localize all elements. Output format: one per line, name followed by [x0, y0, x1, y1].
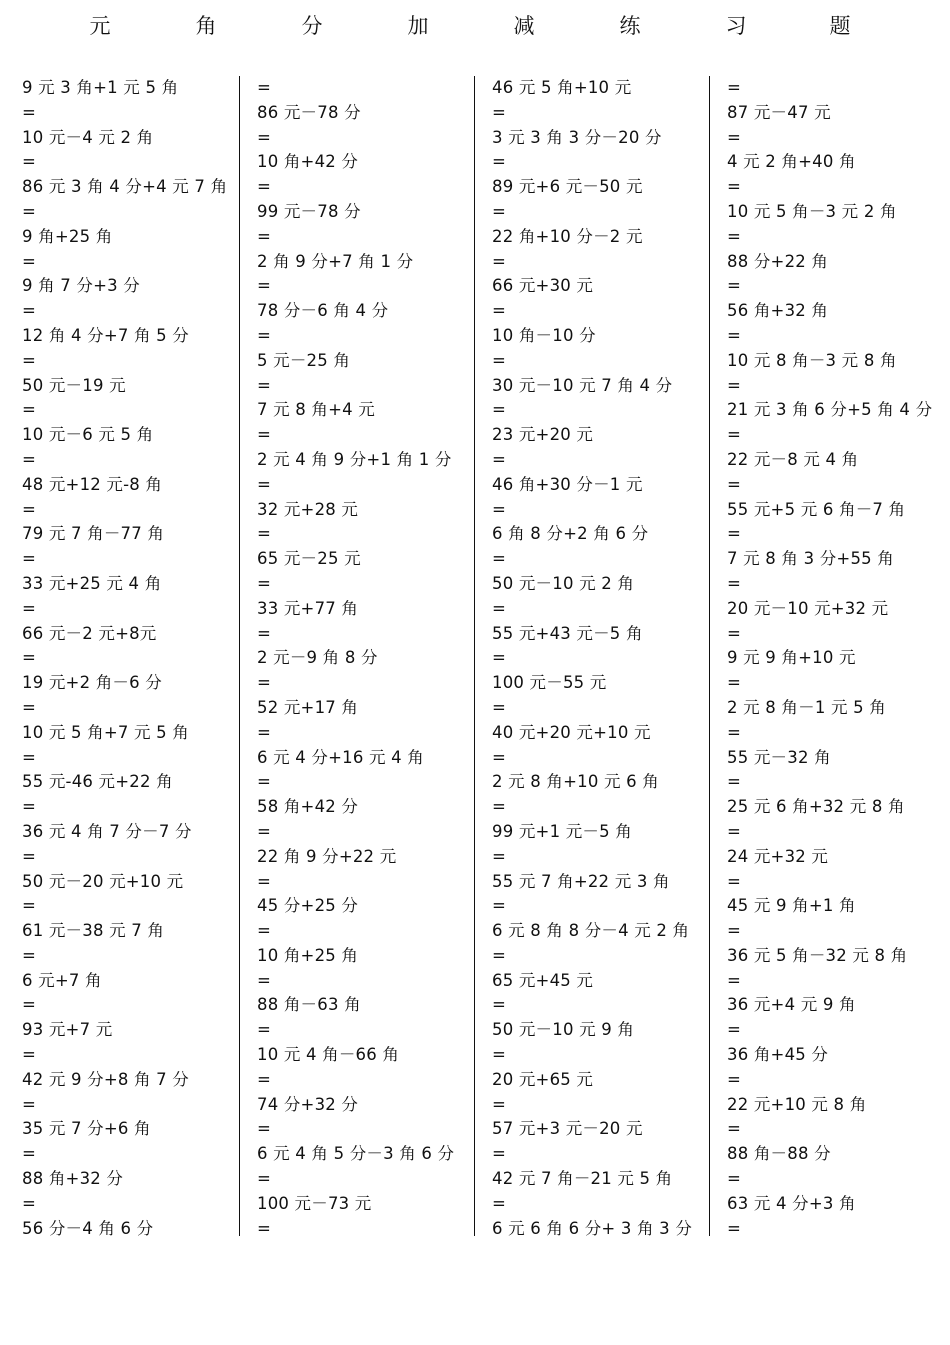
exercise-line: 87 元－47 元 — [727, 102, 831, 122]
answer-line: = — [492, 945, 507, 965]
answer-line: = — [492, 449, 507, 469]
exercise-line: 45 分+25 分 — [257, 896, 359, 916]
answer-line: = — [492, 797, 507, 817]
exercise-line: 30 元－10 元 7 角 4 分 — [492, 375, 673, 395]
answer-line: = — [492, 1144, 507, 1164]
exercise-line: 88 分+22 角 — [727, 251, 829, 271]
answer-line: = — [727, 474, 742, 494]
exercise-line: 10 元－4 元 2 角 — [22, 127, 154, 147]
answer-line: = — [22, 945, 37, 965]
answer-line: = — [257, 871, 272, 891]
exercise-line: 22 角+10 分－2 元 — [492, 226, 643, 246]
answer-line: = — [492, 747, 507, 767]
exercise-line: 74 分+32 分 — [257, 1094, 359, 1114]
answer-line: = — [727, 1020, 742, 1040]
title-char: 分 — [301, 14, 323, 38]
exercise-line: 10 角－10 分 — [492, 325, 596, 345]
answer-line: = — [22, 251, 37, 271]
exercise-line: 6 元 6 角 6 分+ 3 角 3 分 — [492, 1218, 693, 1238]
title-char: 减 — [513, 14, 535, 38]
answer-line: = — [727, 276, 742, 296]
answer-line: = — [727, 177, 742, 197]
exercise-line: 66 元+30 元 — [492, 276, 594, 296]
answer-line: = — [727, 524, 742, 544]
exercise-line: 42 元 9 分+8 角 7 分 — [22, 1069, 189, 1089]
answer-line: = — [22, 697, 37, 717]
exercise-line: 9 角+25 角 — [22, 226, 113, 246]
answer-line: = — [257, 1020, 272, 1040]
exercise-line: 50 元－10 元 9 角 — [492, 1020, 635, 1040]
exercise-line: 22 角 9 分+22 元 — [257, 846, 397, 866]
answer-line: = — [257, 325, 272, 345]
exercise-line: 66 元－2 元+8元 — [22, 623, 157, 643]
answer-line: = — [727, 722, 742, 742]
answer-line: = — [22, 648, 37, 668]
answer-line: = — [727, 226, 742, 246]
answer-line: = — [257, 821, 272, 841]
exercise-line: 45 元 9 角+1 角 — [727, 896, 856, 916]
answer-line: = — [22, 747, 37, 767]
answer-line: = — [257, 623, 272, 643]
answer-line: = — [257, 78, 272, 97]
column-divider — [709, 76, 710, 1236]
answer-line: = — [22, 152, 37, 172]
exercise-line: 22 元+10 元 8 角 — [727, 1094, 867, 1114]
answer-line: = — [257, 524, 272, 544]
exercise-line: 86 元 3 角 4 分+4 元 7 角 — [22, 177, 228, 197]
exercise-line: 4 元 2 角+40 角 — [727, 152, 856, 172]
exercise-line: 48 元+12 元-8 角 — [22, 474, 163, 494]
answer-line: = — [492, 152, 507, 172]
answer-line: = — [257, 772, 272, 792]
answer-line: = — [492, 549, 507, 569]
exercise-column-1 — [22, 76, 254, 1236]
answer-line: = — [727, 871, 742, 891]
exercise-line: 24 元+32 元 — [727, 846, 829, 866]
answer-line: = — [22, 896, 37, 916]
answer-line: = — [727, 772, 742, 792]
exercise-line: 23 元+20 元 — [492, 425, 594, 445]
exercise-line: 99 元+1 元－5 角 — [492, 821, 632, 841]
exercise-line: 42 元 7 角－21 元 5 角 — [492, 1169, 673, 1189]
answer-line: = — [727, 673, 742, 693]
answer-line: = — [727, 127, 742, 147]
answer-line: = — [22, 449, 37, 469]
exercise-line: 63 元 4 分+3 角 — [727, 1193, 856, 1213]
answer-line: = — [22, 1094, 37, 1114]
answer-line: = — [22, 598, 37, 618]
exercise-line: 35 元 7 分+6 角 — [22, 1119, 151, 1139]
exercise-line: 100 元－73 元 — [257, 1193, 372, 1213]
exercise-line: 7 元 8 角+4 元 — [257, 400, 375, 420]
exercise-column-3 — [492, 76, 724, 1236]
exercise-line: 50 元－10 元 2 角 — [492, 573, 635, 593]
answer-line: = — [257, 970, 272, 990]
answer-line: = — [727, 573, 742, 593]
exercise-line: 52 元+17 角 — [257, 697, 359, 717]
exercise-line: 33 元+77 角 — [257, 598, 359, 618]
exercise-line: 65 元－25 元 — [257, 549, 361, 569]
exercise-line: 6 角 8 分+2 角 6 分 — [492, 524, 649, 544]
answer-line: = — [22, 499, 37, 519]
answer-line: = — [727, 1069, 742, 1089]
column-divider — [474, 76, 475, 1236]
title-char: 练 — [619, 14, 641, 38]
exercise-line: 55 元-46 元+22 角 — [22, 772, 173, 792]
exercise-line: 10 元 5 角－3 元 2 角 — [727, 201, 897, 221]
answer-line: = — [492, 201, 507, 221]
answer-line: = — [492, 1094, 507, 1114]
exercise-line: 9 元 9 角+10 元 — [727, 648, 856, 668]
exercise-line: 65 元+45 元 — [492, 970, 594, 990]
exercise-line: 36 元 4 角 7 分－7 分 — [22, 821, 192, 841]
answer-line: = — [492, 1193, 507, 1213]
answer-line: = — [22, 301, 37, 321]
exercise-line: 56 角+32 角 — [727, 301, 829, 321]
exercise-line: 10 元－6 元 5 角 — [22, 425, 154, 445]
answer-line: = — [22, 846, 37, 866]
answer-line: = — [492, 350, 507, 370]
exercise-line: 6 元 8 角 8 分－4 元 2 角 — [492, 921, 690, 941]
exercise-line: 2 元－9 角 8 分 — [257, 648, 378, 668]
title-char: 加 — [407, 14, 429, 38]
exercise-line: 40 元+20 元+10 元 — [492, 722, 651, 742]
title-char: 题 — [829, 14, 851, 38]
exercise-line: 2 元 4 角 9 分+1 角 1 分 — [257, 449, 452, 469]
answer-line: = — [22, 1045, 37, 1065]
exercise-line: 10 元 8 角－3 元 8 角 — [727, 350, 897, 370]
answer-line: = — [492, 102, 507, 122]
answer-line: = — [492, 301, 507, 321]
exercise-line: 2 元 8 角+10 元 6 角 — [492, 772, 659, 792]
answer-line: = — [727, 970, 742, 990]
exercise-line: 6 元 4 分+16 元 4 角 — [257, 747, 424, 767]
exercise-line: 20 元－10 元+32 元 — [727, 598, 889, 618]
exercise-line: 22 元－8 元 4 角 — [727, 449, 859, 469]
answer-line: = — [492, 697, 507, 717]
exercise-line: 55 元+43 元－5 角 — [492, 623, 643, 643]
exercise-line: 10 元 4 角－66 角 — [257, 1045, 400, 1065]
title-char: 元 — [89, 14, 111, 38]
answer-line: = — [727, 921, 742, 941]
answer-line: = — [492, 896, 507, 916]
exercise-line: 36 角+45 分 — [727, 1045, 829, 1065]
exercise-line: 36 元+4 元 9 角 — [727, 995, 856, 1015]
exercise-line: 12 角 4 分+7 角 5 分 — [22, 325, 189, 345]
exercise-line: 46 元 5 角+10 元 — [492, 78, 632, 97]
answer-line: = — [492, 598, 507, 618]
answer-line: = — [727, 78, 742, 97]
exercise-line: 78 分－6 角 4 分 — [257, 301, 389, 321]
answer-line: = — [22, 201, 37, 221]
answer-line: = — [492, 648, 507, 668]
exercise-line: 21 元 3 角 6 分+5 角 4 分 — [727, 400, 933, 420]
answer-line: = — [22, 549, 37, 569]
exercise-line: 93 元+7 元 — [22, 1020, 113, 1040]
answer-line: = — [492, 251, 507, 271]
exercise-line: 32 元+28 元 — [257, 499, 359, 519]
title-char: 习 — [725, 14, 747, 38]
exercise-line: 86 元－78 分 — [257, 102, 361, 122]
answer-line: = — [727, 1218, 742, 1238]
answer-line: = — [257, 673, 272, 693]
answer-line: = — [727, 1169, 742, 1189]
answer-line: = — [22, 102, 37, 122]
exercise-line: 2 元 8 角－1 元 5 角 — [727, 697, 886, 717]
answer-line: = — [257, 226, 272, 246]
answer-line: = — [257, 1218, 272, 1238]
answer-line: = — [727, 623, 742, 643]
exercise-line: 9 角 7 分+3 分 — [22, 276, 140, 296]
title-char: 角 — [195, 14, 217, 38]
exercise-line: 10 元 5 角+7 元 5 角 — [22, 722, 189, 742]
answer-line: = — [257, 425, 272, 445]
answer-line: = — [22, 995, 37, 1015]
exercise-line: 6 元+7 角 — [22, 970, 102, 990]
exercise-line: 56 分－4 角 6 分 — [22, 1218, 154, 1238]
answer-line: = — [492, 846, 507, 866]
answer-line: = — [257, 375, 272, 395]
exercise-line: 19 元+2 角－6 分 — [22, 673, 162, 693]
exercise-line: 89 元+6 元－50 元 — [492, 177, 643, 197]
exercise-line: 3 元 3 角 3 分－20 分 — [492, 127, 662, 147]
exercise-line: 2 角 9 分+7 角 1 分 — [257, 251, 414, 271]
answer-line: = — [257, 474, 272, 494]
answer-line: = — [727, 821, 742, 841]
exercise-line: 55 元－32 角 — [727, 747, 831, 767]
answer-line: = — [257, 1119, 272, 1139]
answer-line: = — [257, 1069, 272, 1089]
answer-line: = — [257, 127, 272, 147]
answer-line: = — [492, 499, 507, 519]
exercise-line: 6 元 4 角 5 分－3 角 6 分 — [257, 1144, 455, 1164]
answer-line: = — [727, 375, 742, 395]
answer-line: = — [257, 722, 272, 742]
answer-line: = — [257, 921, 272, 941]
exercise-column-2 — [257, 76, 489, 1236]
exercise-line: 100 元－55 元 — [492, 673, 607, 693]
answer-line: = — [727, 1119, 742, 1139]
answer-line: = — [492, 400, 507, 420]
exercise-line: 79 元 7 角－77 角 — [22, 524, 165, 544]
answer-line: = — [492, 1045, 507, 1065]
exercise-line: 88 角－63 角 — [257, 995, 361, 1015]
exercise-line: 33 元+25 元 4 角 — [22, 573, 162, 593]
answer-line: = — [257, 573, 272, 593]
answer-line: = — [727, 425, 742, 445]
exercise-line: 10 角+42 分 — [257, 152, 359, 172]
answer-line: = — [727, 325, 742, 345]
exercise-column-4 — [727, 76, 950, 1236]
exercise-line: 36 元 5 角－32 元 8 角 — [727, 945, 908, 965]
exercise-line: 61 元－38 元 7 角 — [22, 921, 165, 941]
answer-line: = — [257, 276, 272, 296]
answer-line: = — [257, 177, 272, 197]
exercise-line: 58 角+42 分 — [257, 797, 359, 817]
exercise-line: 20 元+65 元 — [492, 1069, 594, 1089]
exercise-line: 9 元 3 角+1 元 5 角 — [22, 78, 179, 97]
exercise-line: 88 角+32 分 — [22, 1169, 124, 1189]
answer-line: = — [22, 797, 37, 817]
answer-line: = — [492, 995, 507, 1015]
column-divider — [239, 76, 240, 1236]
answer-line: = — [22, 1193, 37, 1213]
exercise-line: 5 元－25 角 — [257, 350, 351, 370]
exercise-line: 46 角+30 分－1 元 — [492, 474, 643, 494]
answer-line: = — [257, 1169, 272, 1189]
exercise-line: 57 元+3 元－20 元 — [492, 1119, 643, 1139]
exercise-line: 7 元 8 角 3 分+55 角 — [727, 549, 894, 569]
page-title — [0, 12, 950, 42]
exercise-line: 88 角－88 分 — [727, 1144, 831, 1164]
exercise-line: 25 元 6 角+32 元 8 角 — [727, 797, 905, 817]
exercise-line: 50 元－20 元+10 元 — [22, 871, 184, 891]
answer-line: = — [22, 1144, 37, 1164]
exercise-line: 55 元 7 角+22 元 3 角 — [492, 871, 670, 891]
exercise-line: 50 元－19 元 — [22, 375, 126, 395]
answer-line: = — [22, 350, 37, 370]
exercise-line: 10 角+25 角 — [257, 945, 359, 965]
exercise-line: 99 元－78 分 — [257, 201, 361, 221]
answer-line: = — [22, 400, 37, 420]
exercise-line: 55 元+5 元 6 角－7 角 — [727, 499, 906, 519]
